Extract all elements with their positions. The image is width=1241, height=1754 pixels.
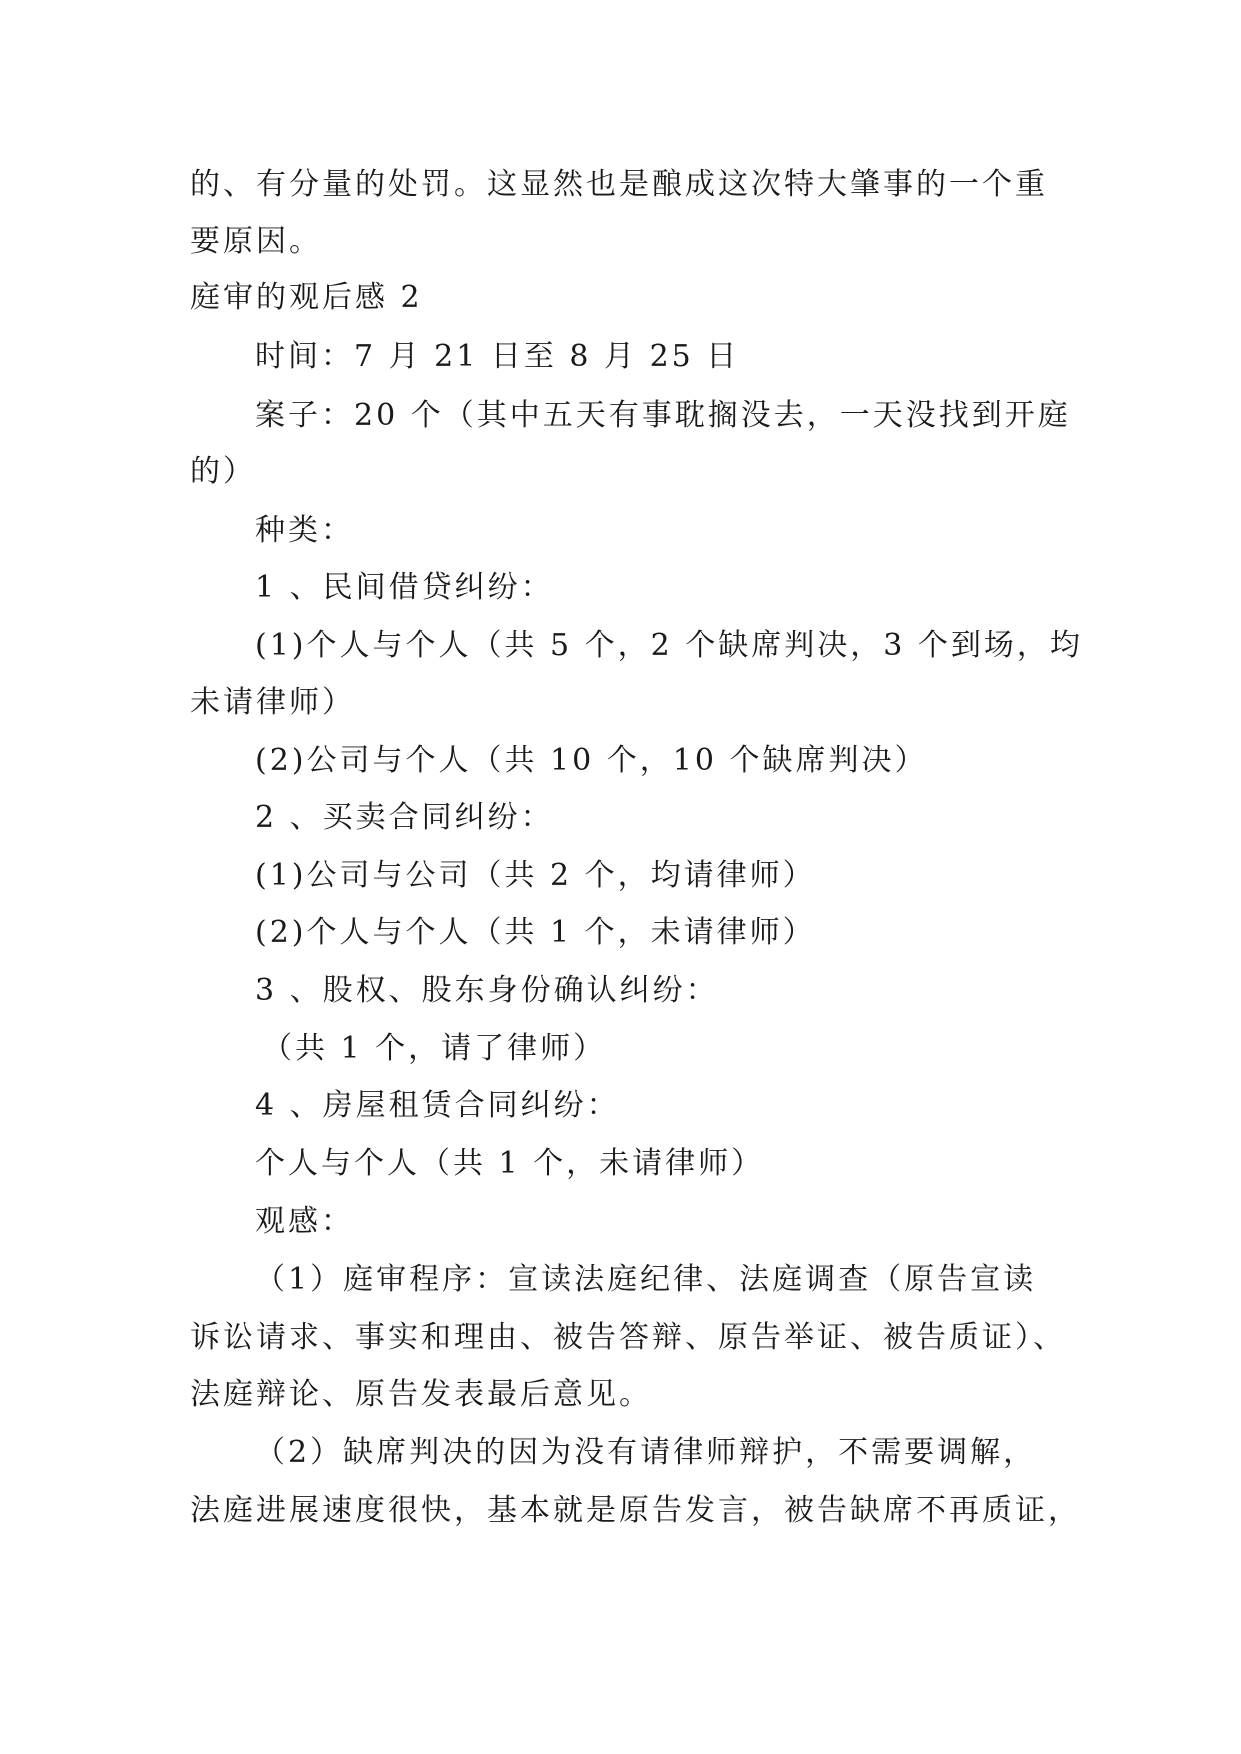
list-item: (1)个人与个人（共 5 个，2 个缺席判决，3 个到场，均: [255, 628, 1083, 663]
text-line: （1）庭审程序：宣读法庭纪律、法庭调查（原告宣读: [255, 1262, 1037, 1297]
text-line: 要原因。: [190, 224, 322, 259]
list-heading: 3 、股权、股东身份确认纠纷：: [255, 973, 719, 1008]
list-item: 个人与个人（共 1 个，未请律师）: [255, 1146, 765, 1181]
list-heading: 4 、房屋租赁合同纠纷：: [255, 1088, 620, 1123]
text-line: （2）缺席判决的因为没有请律师辩护，不需要调解，: [255, 1435, 1037, 1470]
text-line: 观感：: [255, 1204, 354, 1239]
text-line: 种类：: [255, 513, 354, 548]
text-line: 时间：7 月 21 日至 8 月 25 日: [255, 339, 740, 374]
text-line: 法庭进展速度很快，基本就是原告发言，被告缺席不再质证，: [190, 1493, 1081, 1528]
list-heading: 1 、民间借贷纠纷：: [255, 570, 554, 605]
list-heading: 2 、买卖合同纠纷：: [255, 800, 554, 835]
text-line: 案子：20 个（其中五天有事耽搁没去，一天没找到开庭: [255, 398, 1071, 433]
text-line: 诉讼请求、事实和理由、被告答辩、原告举证、被告质证）、: [190, 1320, 1066, 1355]
list-item: (2)公司与个人（共 10 个，10 个缺席判决）: [255, 743, 928, 778]
list-item: (1)公司与公司（共 2 个，均请律师）: [255, 858, 816, 893]
list-item: (2)个人与个人（共 1 个，未请律师）: [255, 915, 816, 950]
text-line: 法庭辩论、原告发表最后意见。: [190, 1377, 652, 1412]
list-item: （共 1 个，请了律师）: [262, 1031, 607, 1066]
text-line: 的）: [190, 454, 256, 489]
list-item: 未请律师）: [190, 685, 355, 720]
text-line: 的、有分量的处罚。这显然也是酿成这次特大肇事的一个重: [190, 167, 1048, 202]
section-heading: 庭审的观后感 2: [190, 280, 423, 315]
